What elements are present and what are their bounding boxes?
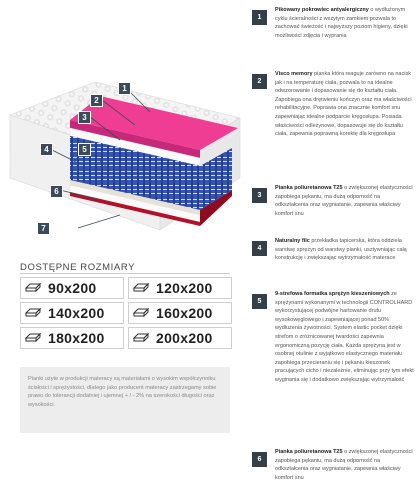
size-label: 140x200	[48, 305, 105, 321]
mattress-size-icon	[133, 308, 149, 318]
callout-1: 1	[118, 82, 131, 95]
feature-title: Pianka poliuretanowa T25	[275, 185, 343, 191]
mattress-size-icon	[25, 333, 41, 343]
feature-title: Pikowany pokrowiec antyalergiczny	[275, 7, 369, 13]
size-label: 120x200	[156, 280, 213, 296]
feature-number-badge: 6	[252, 452, 267, 467]
size-grid	[20, 277, 232, 352]
mattress-illustration	[0, 0, 245, 250]
size-option-90x200[interactable]	[20, 277, 124, 299]
feature-description: o zwiększonej elastyczności zapobiega pękaniu, ma dużą odporność na odkształcenia oraz wygniatanie, zapewnia właściwy komfort snu	[275, 185, 413, 217]
feature-description: przekładka tapicerska, która oddziela warstwę sprężyn od warstwy pianki, usztywniając całą konstrukcję i zwiększając wytrzymałość materace	[275, 238, 407, 262]
feature-title: Pianka poliuretanowa T25	[275, 449, 343, 455]
callout-6: 6	[50, 185, 63, 198]
feature-number-badge: 2	[252, 74, 267, 89]
size-label: 200x200	[156, 330, 213, 346]
feature-description: o zwiększonej elastyczności zapobiega pękaniu, ma dużą odporność na odkształcenia oraz wygniatanie, zapewnia właściwy komfort snu	[275, 449, 413, 481]
callout-3: 3	[78, 111, 91, 124]
callout-2: 2	[90, 94, 103, 107]
size-option-140x200[interactable]	[20, 302, 124, 324]
callout-5: 5	[78, 143, 91, 156]
feature-title: 9-strefowa formatka sprężyn kieszeniowych	[275, 291, 390, 297]
size-option-120x200[interactable]	[128, 277, 232, 299]
size-label: 180x200	[48, 330, 105, 346]
mattress-size-icon	[25, 283, 41, 293]
mattress-cutaway-graphic	[0, 0, 245, 250]
tolerance-disclaimer: Pianki użyte w produkcji materacy są materiałami o wysokim współczynniku ścisłości i sprężystości, dlatego jako producent materacy zastrzegamy sobie prawo do tolerancji dodatniej i ujemnej + / - 2% na szerokości długości oraz wysokości.	[20, 367, 230, 433]
size-option-200x200[interactable]	[128, 327, 232, 349]
feature-description: pianka która reaguje zarówno na nacisk jak i na temperaturę ciała, pozwala to na idealne odwzorowanie i dopasowanie się do kształtu ciała. Zapobiega ona drętwieniu kończyn oraz ma właściwości rehabilitacyjne. Poprawia ona znacznie komfort snu zapewniając idealne podparcie kręgosłupa. Posiada właściwości odleżynowe, dopasowuje się do kształtu ciała, zapewnia poprawną korektę dla kręgosłupa	[275, 71, 412, 138]
sizes-heading: DOSTĘPNE ROZMIARY	[20, 262, 136, 273]
callout-4: 4	[40, 143, 53, 156]
feature-number-badge: 5	[252, 294, 267, 309]
size-option-160x200[interactable]	[128, 302, 232, 324]
callout-7: 7	[37, 222, 50, 235]
size-label: 160x200	[156, 305, 213, 321]
feature-title: Naturalny filc	[275, 238, 310, 244]
size-option-180x200[interactable]	[20, 327, 124, 349]
feature-description: o wydłużonym cyklu ścieralności z wszytym zamkiem pozwala to zachować świeżość i najwyższy poziom higieny, dzięki możliwości zdjęcia i wyprania	[275, 7, 408, 39]
mattress-size-icon	[133, 283, 149, 293]
feature-description: ze sprężynami wykonanymi w technologii CONTROLHARD wykorzystującej podwójne hartowanie drutu wysokowęglowego i zapewniającej ponad 50% wydłużenia żywotności. System elastic pocket dzięki strefom o zróżnicowanej twardości zapewnia ergonomiczną pozycję ciała. Każda sprężyna jest w osobnej otulinie z wyjątkowo elastycznego materiału zapobiega przecieraniu się i pękaniu kieszonek pracujących cicho i niezależnie, eliminując przy tym efekt wyginania się i dodatkowo zwiększając wytrzymałość	[275, 291, 414, 383]
mattress-size-icon	[25, 308, 41, 318]
sizes-divider	[20, 273, 230, 274]
size-label: 90x200	[48, 280, 97, 296]
feature-number-badge: 3	[252, 188, 267, 203]
feature-number-badge: 1	[252, 10, 267, 25]
mattress-size-icon	[133, 333, 149, 343]
feature-number-badge: 4	[252, 241, 267, 256]
feature-title: Visco memory	[275, 71, 313, 77]
